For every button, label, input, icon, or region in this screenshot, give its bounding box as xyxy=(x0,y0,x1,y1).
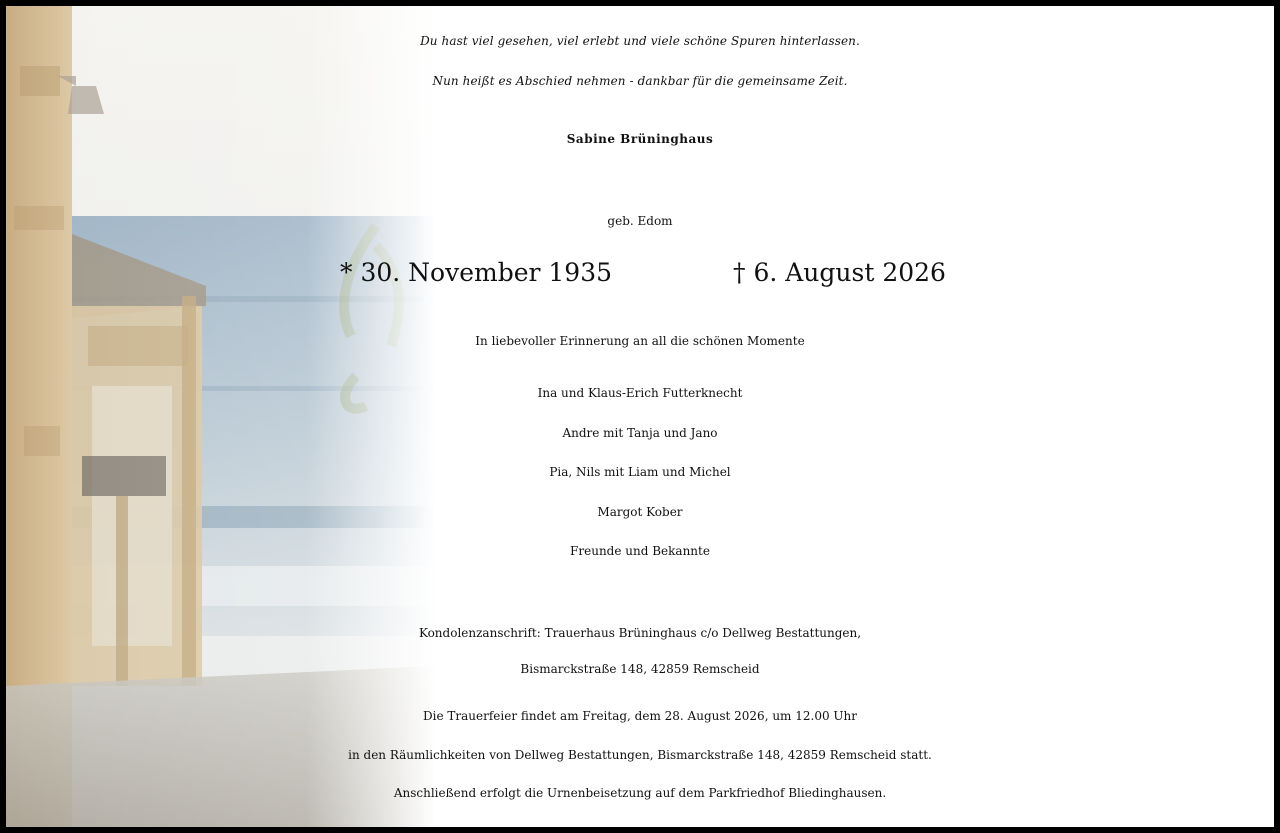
obituary-text xyxy=(6,6,1274,827)
verse-line-2: Nun heißt es Abschied nehmen - dankbar für die gemeinsame Zeit. xyxy=(432,74,848,88)
ceremony-line-3: Anschließend erfolgt die Urnenbeisetzung auf dem Parkfriedhof Bliedinghausen. xyxy=(393,786,887,800)
mourner-5: Freunde und Bekannte xyxy=(570,544,710,558)
ceremony-line-2: in den Räumlichkeiten von Dellweg Bestattungen, Bismarckstraße 148, 42859 Remscheid statt. xyxy=(348,748,932,762)
mourner-4: Margot Kober xyxy=(597,505,683,519)
condolence-line-1: Kondolenzanschrift: Trauerhaus Brüninghaus c/o Dellweg Bestattungen, xyxy=(418,626,862,640)
maiden-name: geb. Edom xyxy=(607,214,673,228)
condolence-line-2: Bismarckstraße 148, 42859 Remscheid xyxy=(520,662,760,676)
death-date: † 6. August 2026 xyxy=(733,258,946,287)
deceased-name: Sabine Brüninghaus xyxy=(566,132,714,146)
mourner-1: Ina und Klaus-Erich Futterknecht xyxy=(537,386,743,400)
verse-line-1: Du hast viel gesehen, viel erlebt und viele schöne Spuren hinterlassen. xyxy=(420,34,860,48)
remembrance-line: In liebevoller Erinnerung an all die schönen Momente xyxy=(475,334,805,348)
obituary-card xyxy=(6,6,1274,827)
birth-date: * 30. November 1935 xyxy=(340,258,613,287)
ceremony-line-1: Die Trauerfeier findet am Freitag, dem 28. August 2026, um 12.00 Uhr xyxy=(423,709,857,723)
life-dates xyxy=(6,258,1274,294)
mourner-3: Pia, Nils mit Liam und Michel xyxy=(549,465,731,479)
mourner-2: Andre mit Tanja und Jano xyxy=(562,426,718,440)
